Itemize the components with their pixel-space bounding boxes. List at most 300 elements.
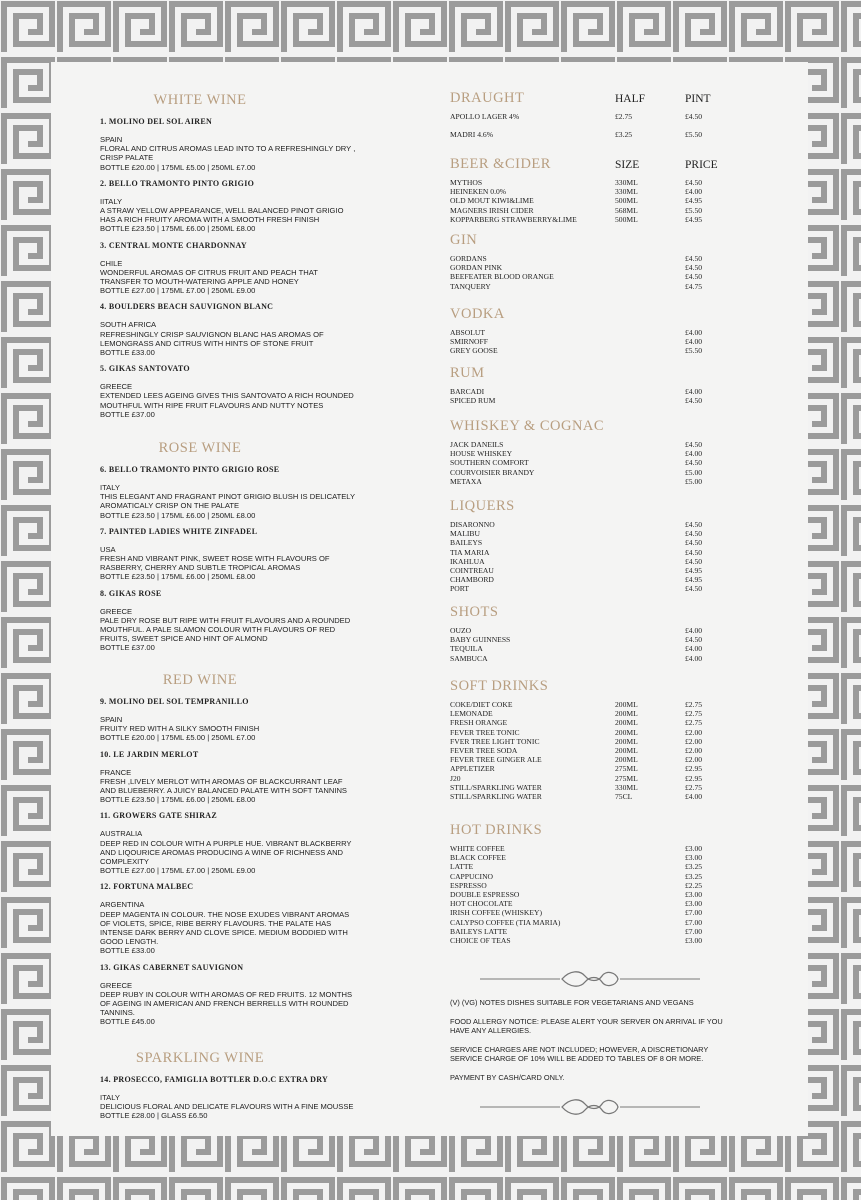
- drinks-section: [450, 365, 750, 405]
- wine-detail: A STRAW YELLOW APPEARANCE, WELL BALANCED PINOT GRIGIO: [100, 206, 344, 216]
- item-name: COURVOISIER BRANDY: [450, 467, 535, 477]
- wine-section: [100, 1050, 400, 1128]
- item-price: £4.50: [685, 547, 703, 557]
- section-title: RUM: [450, 365, 485, 381]
- wine-detail: SPAIN: [100, 715, 123, 724]
- item-size: [615, 520, 685, 529]
- menu-row: [450, 881, 750, 890]
- item-name: MAGNERS IRISH CIDER: [450, 205, 534, 215]
- menu-row: [450, 548, 750, 557]
- menu-row: [450, 584, 750, 593]
- item-size: [615, 272, 685, 281]
- item-price: £4.50: [685, 635, 703, 645]
- item-price: £4.50: [685, 272, 703, 282]
- wine-item: [100, 465, 400, 520]
- item-price: £2.75: [685, 700, 703, 709]
- item-size: [615, 853, 685, 862]
- item-size: 330ML: [615, 178, 638, 187]
- section-title: ROSE WINE: [158, 440, 242, 456]
- wine-name: 2. BELLO TRAMONTO PINTO GRIGIO: [100, 178, 255, 188]
- section-header: [450, 604, 750, 626]
- wine-item: [100, 963, 400, 1027]
- item-price: £4.00: [685, 626, 703, 635]
- item-name: GORDAN PINK: [450, 263, 503, 273]
- item-price: £4.95: [685, 196, 703, 206]
- wine-detail: REFRESHINGLY CRISP SAUVIGNON BLANC HAS AROMAS OF: [100, 329, 324, 339]
- column-heading: PINT: [685, 93, 711, 105]
- item-size: [615, 936, 685, 945]
- item-size: 500ML: [615, 214, 638, 224]
- item-size: [615, 387, 685, 396]
- section-title: WHITE WINE: [153, 92, 247, 108]
- section-title: BEER &CIDER: [450, 156, 551, 172]
- item-size: [615, 468, 685, 477]
- wine-section: [100, 672, 400, 1034]
- item-price: £4.50: [685, 556, 703, 566]
- wine-detail: GREECE: [100, 980, 133, 990]
- menu-row: [450, 215, 750, 224]
- item-name: BAILEYS LATTE: [450, 926, 508, 936]
- column-heading: HALF: [615, 93, 646, 105]
- item-price: £4.00: [685, 792, 703, 802]
- item-price: £4.00: [685, 644, 703, 654]
- wine-detail: INTENSE DARK BERRY AND CLOVE SPICE. MEDIUM BODDIED WITH: [100, 928, 348, 938]
- menu-row: [450, 872, 750, 881]
- menu-row: [450, 728, 750, 737]
- wine-detail: BOTTLE £27.00 | 175ML £7.00 | 250ML £9.00: [100, 286, 256, 296]
- wine-name: 3. CENTRAL MONTE CHARDONNAY: [100, 240, 247, 250]
- wine-detail: SPAIN: [100, 135, 123, 144]
- menu-row: [450, 654, 750, 663]
- menu-row: [450, 635, 750, 644]
- menu-row: [450, 440, 750, 449]
- item-name: IRISH COFFEE (WHISKEY): [450, 908, 542, 918]
- section-title: SOFT DRINKS: [450, 678, 549, 694]
- wine-detail: FRUITS, SWEET SPICE AND HINT OF ALMOND: [100, 634, 268, 644]
- menu-row: [450, 764, 750, 773]
- item-price: £3.25: [685, 862, 703, 872]
- item-size: [615, 908, 685, 917]
- item-price: £7.00: [685, 908, 703, 918]
- menu-row: [450, 538, 750, 547]
- column-heading: SIZE: [615, 159, 640, 171]
- wine-detail: USA: [100, 544, 116, 554]
- item-price: £2.00: [685, 746, 703, 756]
- wine-detail: BOTTLE £33.00: [100, 348, 155, 358]
- item-name: MADRI 4.6%: [450, 130, 494, 140]
- item-price: £7.00: [685, 926, 703, 936]
- item-name: MYTHOS: [450, 178, 483, 187]
- section-title: SPARKLING WINE: [135, 1050, 265, 1066]
- wine-detail: TRANSFER TO MOUTH-WATERING APPLE AND HONEY: [100, 277, 299, 287]
- item-name: ESPRESSO: [450, 880, 487, 890]
- section-header: [450, 365, 750, 387]
- wine-detail: THIS ELEGANT AND FRAGRANT PINOT GRIGIO BLUSH IS DELICATELY: [100, 492, 356, 502]
- item-size: [615, 844, 685, 853]
- item-name: HOT CHOCOLATE: [450, 899, 513, 909]
- menu-row: [450, 468, 750, 477]
- section-title: RED WINE: [162, 672, 238, 688]
- menu-row: [450, 263, 750, 272]
- wine-name: 1. MOLINO DEL SOL AIREN: [100, 117, 213, 126]
- item-name: OLD MOUT KIWI&LIME: [450, 196, 534, 206]
- wine-detail: DEEP RUBY IN COLOUR WITH AROMAS OF RED FRUITS. 12 MONTHS: [100, 989, 353, 999]
- item-name: GREY GOOSE: [450, 346, 498, 356]
- item-name: BLACK COFFEE: [450, 853, 506, 863]
- wine-detail: FRESH ,LIVELY MERLOT WITH AROMAS OF BLACKCURRANT LEAF: [100, 776, 343, 786]
- section-title: LIQUERS: [450, 498, 515, 514]
- menu-row: [450, 575, 750, 584]
- wine-name: 7. PAINTED LADIES WHITE ZINFADEL: [100, 526, 258, 536]
- item-name: CAPPUCINO: [450, 871, 494, 881]
- item-size: [615, 396, 685, 405]
- wine-detail: BOTTLE £23.50 | 175ML £6.00 | 250ML £8.00: [100, 572, 256, 582]
- item-name: JACK DANEILS: [450, 440, 504, 449]
- item-price: £4.00: [685, 387, 703, 396]
- menu-row: [450, 718, 750, 727]
- drinks-section: [450, 156, 750, 224]
- wine-detail: BOTTLE £23.50 | 175ML £6.00 | 250ML £8.00: [100, 795, 256, 805]
- item-name: SMIRNOFF: [450, 337, 488, 347]
- menu-row: [450, 254, 750, 263]
- menu-row: [450, 328, 750, 337]
- wine-detail: BOTTLE £37.00: [100, 643, 155, 653]
- menu-row: [450, 853, 750, 862]
- menu-row: [450, 387, 750, 396]
- notice-text: (V) (VG) NOTES DISHES SUITABLE FOR VEGETARIANS AND VEGANS: [450, 998, 694, 1007]
- section-header: [450, 678, 750, 700]
- item-size: [615, 328, 685, 337]
- item-name: STILL/SPARKLING WATER: [450, 792, 542, 802]
- item-price: £3.00: [685, 844, 703, 853]
- wine-detail: GOOD LENGTH.: [100, 937, 159, 947]
- wine-item: [100, 811, 400, 875]
- item-size: 200ML: [615, 718, 638, 728]
- menu-row: [450, 908, 750, 917]
- item-size: £2.75: [615, 112, 633, 121]
- item-price: £2.75: [685, 709, 703, 719]
- item-size: 275ML: [615, 764, 638, 774]
- item-price: £4.50: [685, 538, 703, 548]
- wine-detail: BOTTLE £20.00 | 175ML £5.00 | 250ML £7.00: [100, 733, 256, 743]
- item-name: HEINEKEN 0.0%: [450, 187, 507, 197]
- item-price: £4.50: [685, 520, 703, 529]
- item-size: 500ML: [615, 196, 638, 206]
- section-title: HOT DRINKS: [450, 822, 543, 838]
- wine-detail: BOTTLE £23.50 | 175ML £6.00 | 250ML £8.00: [100, 224, 256, 234]
- item-price: £2.95: [685, 773, 703, 783]
- item-price: £4.00: [685, 328, 703, 337]
- item-name: FEVER TREE GINGER ALE: [450, 755, 542, 765]
- item-name: SPICED RUM: [450, 396, 496, 406]
- item-price: £4.00: [685, 337, 703, 347]
- section-header: [450, 418, 750, 440]
- item-name: BEEFEATER BLOOD ORANGE: [450, 272, 554, 282]
- item-price: £3.25: [685, 871, 703, 881]
- item-size: [615, 635, 685, 644]
- menu-row: [450, 337, 750, 346]
- wine-name: 13. GIKAS CABERNET SAUVIGNON: [100, 962, 244, 972]
- wine-detail: AND BLUEBERRY. A JUICY BALANCED PALATE WITH SOFT TANNINS: [100, 786, 348, 796]
- item-name: KOPPARBERG STRAWBERRY&LIME: [450, 214, 577, 224]
- item-size: 200ML: [615, 746, 638, 756]
- menu-row: [450, 529, 750, 538]
- footer-notes: [450, 962, 730, 1126]
- item-size: [615, 529, 685, 538]
- item-size: [615, 449, 685, 458]
- menu-row: [450, 700, 750, 709]
- wine-item: [100, 364, 400, 419]
- item-size: [615, 440, 685, 449]
- item-price: £4.00: [685, 449, 703, 459]
- item-name: BABY GUINNESS: [450, 635, 511, 645]
- menu-row: [450, 644, 750, 653]
- item-size: [615, 254, 685, 263]
- item-price: £4.00: [685, 187, 703, 197]
- item-price: £3.00: [685, 890, 703, 900]
- menu-row: [450, 272, 750, 281]
- item-size: [615, 566, 685, 575]
- menu-row: [450, 899, 750, 908]
- section-title: DRAUGHT: [450, 90, 525, 106]
- drinks-section: [450, 604, 750, 663]
- wine-name: 4. BOULDERS BEACH SAUVIGNON BLANC: [100, 302, 274, 312]
- section-header: [450, 822, 750, 844]
- item-name: STILL/SPARKLING WATER: [450, 782, 542, 792]
- wine-detail: BOTTLE £23.50 | 175ML £6.00 | 250ML £8.00: [100, 510, 256, 520]
- drinks-section: [450, 232, 750, 291]
- wine-detail: TANNINS.: [100, 1008, 135, 1018]
- section-title: GIN: [450, 232, 478, 248]
- wine-detail: MOUTHFUL. A PALE SLAMON COLOUR WITH FLAVOURS OF RED: [100, 625, 336, 635]
- wine-detail: IITALY: [100, 196, 123, 206]
- item-name: WHITE COFFEE: [450, 844, 505, 853]
- item-size: [615, 263, 685, 272]
- item-price: £2.00: [685, 755, 703, 765]
- item-size: 200ML: [615, 700, 638, 709]
- wine-detail: OF AGEING IN AMERICAN AND FRENCH BERRELLS WITH ROUNDED: [100, 999, 349, 1009]
- wine-detail: FRESH AND VIBRANT PINK, SWEET ROSE WITH FLAVOURS OF: [100, 554, 330, 564]
- item-name: DISARONNO: [450, 520, 495, 529]
- item-price: £7.00: [685, 917, 703, 927]
- item-size: [615, 538, 685, 547]
- item-size: [615, 881, 685, 890]
- wine-detail: DELICIOUS FLORAL AND DELICATE FLAVOURS WITH A FINE MOUSSE: [100, 1102, 354, 1112]
- item-size: 200ML: [615, 755, 638, 765]
- wine-section: [100, 92, 400, 426]
- ornament-divider-icon: [480, 968, 700, 990]
- item-price: £5.50: [685, 346, 703, 356]
- wine-name: 11. GROWERS GATE SHIRAZ: [100, 811, 217, 821]
- drinks-section: [450, 678, 750, 801]
- item-name: LEMONADE: [450, 709, 493, 719]
- wine-item: [100, 1075, 400, 1121]
- menu-row: [450, 206, 750, 215]
- item-size: [615, 927, 685, 936]
- item-name: CHOICE OF TEAS: [450, 936, 511, 946]
- item-price: £4.00: [685, 653, 703, 663]
- wine-detail: EXTENDED LEES AGEING GIVES THIS SANTOVATO A RICH ROUNDED: [100, 391, 354, 401]
- menu-row: [450, 178, 750, 187]
- item-size: [615, 862, 685, 871]
- wine-detail: ITALY: [100, 483, 120, 492]
- item-size: [615, 477, 685, 486]
- item-name: ABSOLUT: [450, 328, 486, 337]
- menu-row: [450, 737, 750, 746]
- menu-row: [450, 792, 750, 801]
- item-size: [615, 872, 685, 881]
- item-name: J20: [450, 773, 461, 783]
- item-size: [615, 557, 685, 566]
- wine-item: [100, 527, 400, 582]
- item-price: £2.75: [685, 718, 703, 728]
- menu-row: [450, 458, 750, 467]
- item-size: [615, 918, 685, 927]
- item-size: 75CL: [615, 792, 633, 802]
- item-name: MALIBU: [450, 529, 480, 539]
- drinks-section: [450, 822, 750, 945]
- menu-row: [450, 566, 750, 575]
- item-price: £2.25: [685, 880, 703, 890]
- wine-detail: BOTTLE £45.00: [100, 1017, 155, 1027]
- menu-row: [450, 774, 750, 783]
- item-name: PORT: [450, 584, 469, 594]
- item-price: £5.00: [685, 467, 703, 477]
- wine-name: 10. LE JARDIN MERLOT: [100, 749, 199, 759]
- notice-text: PAYMENT BY CASH/CARD ONLY.: [450, 1073, 565, 1082]
- item-name: METAXA: [450, 476, 482, 486]
- wine-detail: FLORAL AND CITRUS AROMAS LEAD INTO TO A REFRESHINGLY DRY ,: [100, 144, 356, 154]
- wine-detail: WONDERFUL AROMAS OF CITRUS FRUIT AND PEACH THAT: [100, 267, 318, 277]
- item-name: DOUBLE ESPRESSO: [450, 890, 520, 900]
- item-name: COINTREAU: [450, 566, 494, 576]
- wine-item: [100, 179, 400, 234]
- item-name: LATTE: [450, 862, 474, 872]
- wine-detail: BOTTLE £37.00: [100, 409, 155, 419]
- menu-row: [450, 844, 750, 853]
- menu-row: [450, 927, 750, 936]
- ornament-divider-icon: [480, 1096, 700, 1118]
- item-name: OUZO: [450, 626, 472, 635]
- item-name: IKAHLUA: [450, 556, 485, 566]
- wine-detail: BOTTLE £28.00 | GLASS £6.50: [100, 1111, 208, 1121]
- item-price: £4.50: [685, 254, 703, 263]
- wine-detail: FRANCE: [100, 767, 132, 777]
- section-header: [450, 232, 750, 254]
- menu-row: [450, 626, 750, 635]
- wine-detail: ARGENTINA: [100, 900, 145, 910]
- item-name: FRESH ORANGE: [450, 718, 508, 728]
- item-size: [615, 626, 685, 635]
- menu-row: [450, 112, 750, 121]
- menu-row: [450, 862, 750, 871]
- item-price: £5.00: [685, 476, 703, 486]
- section-title: SHOTS: [450, 604, 499, 620]
- wine-detail: ITALY: [100, 1093, 120, 1102]
- menu-row: [450, 709, 750, 718]
- menu-row: [450, 477, 750, 486]
- wine-detail: DEEP RED IN COLOUR WITH A PURPLE HUE. VIBRANT BLACKBERRY: [100, 838, 352, 848]
- item-price: £2.00: [685, 727, 703, 737]
- item-size: [615, 899, 685, 908]
- wine-detail: PALE DRY ROSE BUT RIPE WITH FRUIT FLAVOURS AND A ROUNDED: [100, 615, 351, 625]
- item-size: [615, 584, 685, 593]
- item-price: £2.00: [685, 736, 703, 746]
- menu-row: [450, 196, 750, 205]
- drinks-section: [450, 90, 750, 148]
- drinks-section: [450, 418, 750, 486]
- menu-row: [450, 449, 750, 458]
- item-name: BAILEYS: [450, 538, 483, 548]
- wine-item: [100, 750, 400, 805]
- wine-detail: DEEP MAGENTA IN COLOUR. THE NOSE EXUDES VIBRANT AROMAS: [100, 909, 350, 919]
- item-name: CHAMBORD: [450, 575, 494, 585]
- item-name: CALYPSO COFFEE (TIA MARIA): [450, 917, 561, 927]
- wine-detail: HAS A RICH FRUITY AROMA WITH A SMOOTH FRESH FINISH: [100, 215, 320, 225]
- item-size: [615, 890, 685, 899]
- menu-row: [450, 520, 750, 529]
- item-name: TANQUERY: [450, 281, 491, 291]
- item-size: 200ML: [615, 736, 638, 746]
- item-price: £4.50: [685, 396, 703, 406]
- item-size: [615, 282, 685, 291]
- wine-detail: CHILE: [100, 258, 123, 268]
- item-name: APPLETIZER: [450, 764, 495, 774]
- item-price: £4.95: [685, 575, 703, 585]
- item-price: £2.75: [685, 782, 703, 792]
- item-price: £4.95: [685, 566, 703, 576]
- item-name: FEVER TREE TONIC: [450, 727, 520, 737]
- wine-name: 9. MOLINO DEL SOL TEMPRANILLO: [100, 697, 249, 706]
- menu-row: [450, 918, 750, 927]
- wine-name: 8. GIKAS ROSE: [100, 588, 162, 598]
- wine-name: 14. PROSECCO, FAMIGLIA BOTTLER D.O.C EXTRA DRY: [100, 1075, 329, 1084]
- column-heading: PRICE: [685, 159, 718, 171]
- wine-detail: AUSTRALIA: [100, 829, 143, 839]
- item-size: 568ML: [615, 205, 638, 215]
- menu-row: [450, 130, 750, 139]
- item-price: £4.50: [685, 584, 703, 594]
- item-size: [615, 337, 685, 346]
- wine-item: [100, 241, 400, 296]
- item-name: FEVER TREE SODA: [450, 746, 518, 756]
- wine-detail: AROMATICALY CRISP ON THE PALATE: [100, 501, 240, 511]
- wine-detail: GREECE: [100, 606, 133, 616]
- wine-detail: CRISP PALATE: [100, 153, 154, 163]
- item-name: APOLLO LAGER 4%: [450, 112, 520, 121]
- item-size: [615, 346, 685, 355]
- item-size: 330ML: [615, 187, 638, 197]
- section-header: [450, 156, 750, 178]
- drinks-section: [450, 498, 750, 594]
- menu-row: [450, 557, 750, 566]
- wine-detail: FRUITY RED WITH A SILKY SMOOTH FINISH: [100, 724, 260, 734]
- menu-row: [450, 890, 750, 899]
- notice-text: SERVICE CHARGES ARE NOT INCLUDED; HOWEVER, A DISCRETIONARY SERVICE CHARGE OF 10% WILL BE ADDED TO TABLES OF 8 OR MORE.: [450, 1045, 709, 1063]
- wine-item: [100, 697, 400, 743]
- wine-name: 5. GIKAS SANTOVATO: [100, 364, 190, 374]
- section-header: [450, 498, 750, 520]
- item-name: FVER TREE LIGHT TONIC: [450, 736, 540, 746]
- wine-detail: BOTTLE £33.00: [100, 946, 155, 956]
- item-price: £4.50: [685, 458, 703, 468]
- wine-detail: SOUTH AFRICA: [100, 320, 157, 330]
- notice-text: FOOD ALLERGY NOTICE: PLEASE ALERT YOUR SERVER ON ARRIVAL IF YOU HAVE ANY ALLERGIES.: [450, 1017, 723, 1035]
- drinks-section: [450, 306, 750, 356]
- wine-item: [100, 302, 400, 357]
- item-name: HOUSE WHISKEY: [450, 449, 513, 459]
- menu-row: [450, 755, 750, 764]
